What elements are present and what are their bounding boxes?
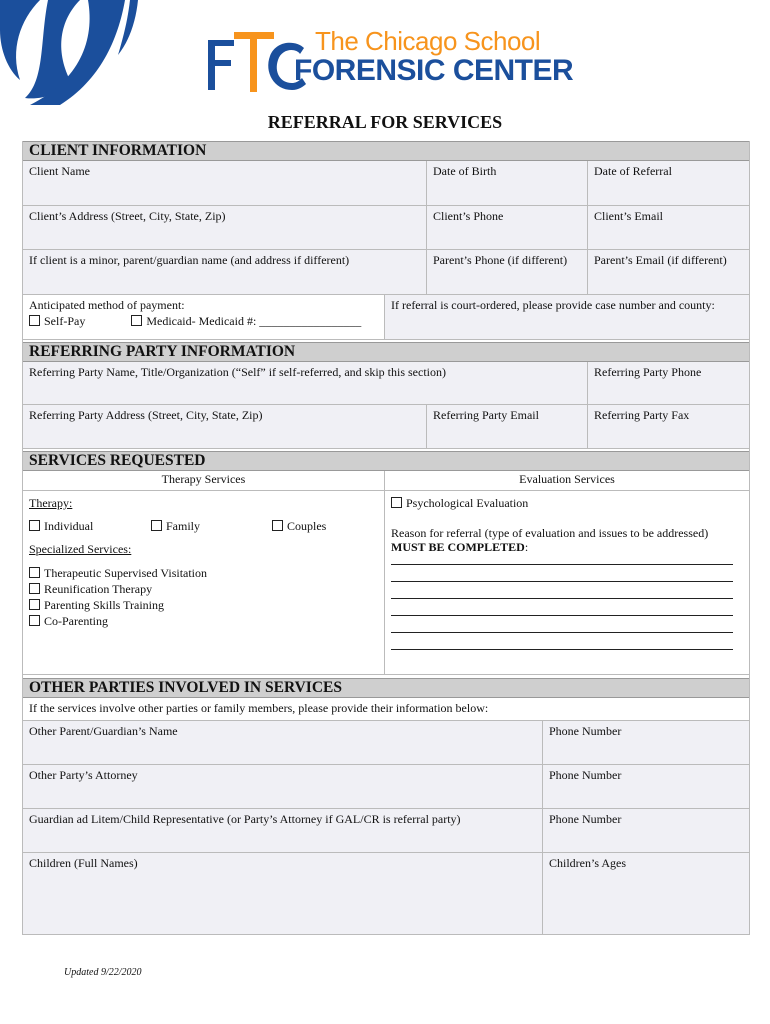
other-party-attorney-field[interactable] [23,765,543,808]
specialized-item-label: Therapeutic Supervised Visitation [44,566,208,580]
individual-label: Individual [44,519,94,533]
blank-line [391,599,733,616]
must-complete-colon: : [524,540,529,554]
court-ordered-field[interactable] [385,295,749,339]
logo-text-line2: FORENSIC CENTER [294,54,574,87]
phone-number-label: Phone Number [549,768,622,782]
individual-checkbox[interactable] [29,520,40,531]
referring-party-email-field[interactable] [427,405,588,448]
other-parent-phone-field[interactable] [543,721,749,764]
specialized-item-label: Parenting Skills Training [44,598,165,612]
specialized-services-label: Specialized Services: [29,542,132,556]
court-ordered-label: If referral is court-ordered, please provide case number and county: [391,298,715,312]
updated-date: Updated 9/22/2020 [64,967,142,978]
referring-party-address-field[interactable] [23,405,427,448]
client-email-label: Client’s Email [594,209,663,223]
client-phone-field[interactable] [427,206,588,249]
section-header-other-parties: OTHER PARTIES INVOLVED IN SERVICES [23,678,749,698]
other-parent-name-label: Other Parent/Guardian’s Name [29,724,178,738]
children-ages-field[interactable] [543,853,749,934]
guardian-phone-field[interactable] [543,809,749,852]
client-name-field[interactable] [23,161,427,205]
blank-line [391,633,733,650]
date-of-referral-field[interactable] [588,161,749,205]
must-complete-label: MUST BE COMPLETED [391,540,525,554]
parenting-skills-checkbox[interactable] [29,599,40,610]
psych-eval-label: Psychological Evaluation [406,496,529,510]
logo-text-line1: The Chicago School [315,26,541,56]
referring-party-phone-field[interactable] [588,362,749,404]
blank-line [391,565,733,582]
reunification-therapy-checkbox[interactable] [29,583,40,594]
referring-party-address-label: Referring Party Address (Street, City, State, Zip) [29,408,263,422]
guardian-ad-litem-label: Guardian ad Litem/Child Representative (or Party’s Attorney if GAL/CR is referral party) [29,812,461,826]
reason-text-area[interactable] [391,548,737,650]
parent-email-field[interactable] [588,250,749,294]
blank-line [391,616,733,633]
children-names-field[interactable] [23,853,543,934]
therapy-services-cell [23,491,385,674]
supervised-visitation-checkbox[interactable] [29,567,40,578]
children-ages-label: Children’s Ages [549,856,626,870]
section-header-client-info: CLIENT INFORMATION [23,141,749,161]
other-parent-name-field[interactable] [23,721,543,764]
guardian-ad-litem-field[interactable] [23,809,543,852]
evaluation-services-heading: Evaluation Services [385,471,749,490]
parent-email-label: Parent’s Email (if different) [594,253,727,267]
attorney-phone-field[interactable] [543,765,749,808]
document-title: REFERRAL FOR SERVICES [267,112,503,132]
medicaid-label: Medicaid- Medicaid #: _________________ [146,314,362,328]
therapy-label: Therapy: [29,496,73,510]
psych-eval-checkbox[interactable] [391,497,402,508]
phone-number-label: Phone Number [549,812,622,826]
specialized-item-label: Reunification Therapy [44,582,153,596]
reason-label: Reason for referral (type of evaluation and issues to be addressed) [391,526,709,540]
referral-form [22,141,750,935]
referring-party-phone-label: Referring Party Phone [594,365,702,379]
self-pay-label: Self-Pay [44,314,86,328]
couples-checkbox[interactable] [272,520,283,531]
blank-line [391,548,733,565]
parent-name-field[interactable] [23,250,427,294]
specialized-item-label: Co-Parenting [44,614,108,628]
other-parties-intro: If the services involve other parties or family members, please provide their information below: [23,698,749,720]
section-header-services: SERVICES REQUESTED [23,451,749,471]
client-name-label: Client Name [29,164,90,178]
co-parenting-checkbox[interactable] [29,615,40,626]
evaluation-services-cell [385,491,749,674]
parent-phone-field[interactable] [427,250,588,294]
medicaid-checkbox[interactable] [131,315,142,326]
self-pay-checkbox[interactable] [29,315,40,326]
section-header-referring-party: REFERRING PARTY INFORMATION [23,342,749,362]
client-email-field[interactable] [588,206,749,249]
client-address-field[interactable] [23,206,427,249]
referring-party-fax-field[interactable] [588,405,749,448]
logo-swirl-icon [0,0,140,110]
referring-party-name-field[interactable] [23,362,588,404]
couples-label: Couples [287,519,327,533]
client-address-label: Client’s Address (Street, City, State, Zip) [29,209,226,223]
other-party-attorney-label: Other Party’s Attorney [29,768,138,782]
family-checkbox[interactable] [151,520,162,531]
referring-party-name-label: Referring Party Name, Title/Organization (“Self” if self-referred, and skip this section) [29,365,446,379]
family-label: Family [166,519,201,533]
date-of-birth-label: Date of Birth [433,164,497,178]
parent-name-label: If client is a minor, parent/guardian name (and address if different) [29,253,350,267]
blank-line [391,582,733,599]
client-phone-label: Client’s Phone [433,209,504,223]
referring-party-fax-label: Referring Party Fax [594,408,690,422]
payment-method-label: Anticipated method of payment: [29,298,185,312]
date-of-referral-label: Date of Referral [594,164,672,178]
date-of-birth-field[interactable] [427,161,588,205]
therapy-services-heading: Therapy Services [23,471,385,490]
parent-phone-label: Parent’s Phone (if different) [433,253,568,267]
children-names-label: Children (Full Names) [29,856,138,870]
referring-party-email-label: Referring Party Email [433,408,539,422]
phone-number-label: Phone Number [549,724,622,738]
payment-method-cell [23,295,385,339]
